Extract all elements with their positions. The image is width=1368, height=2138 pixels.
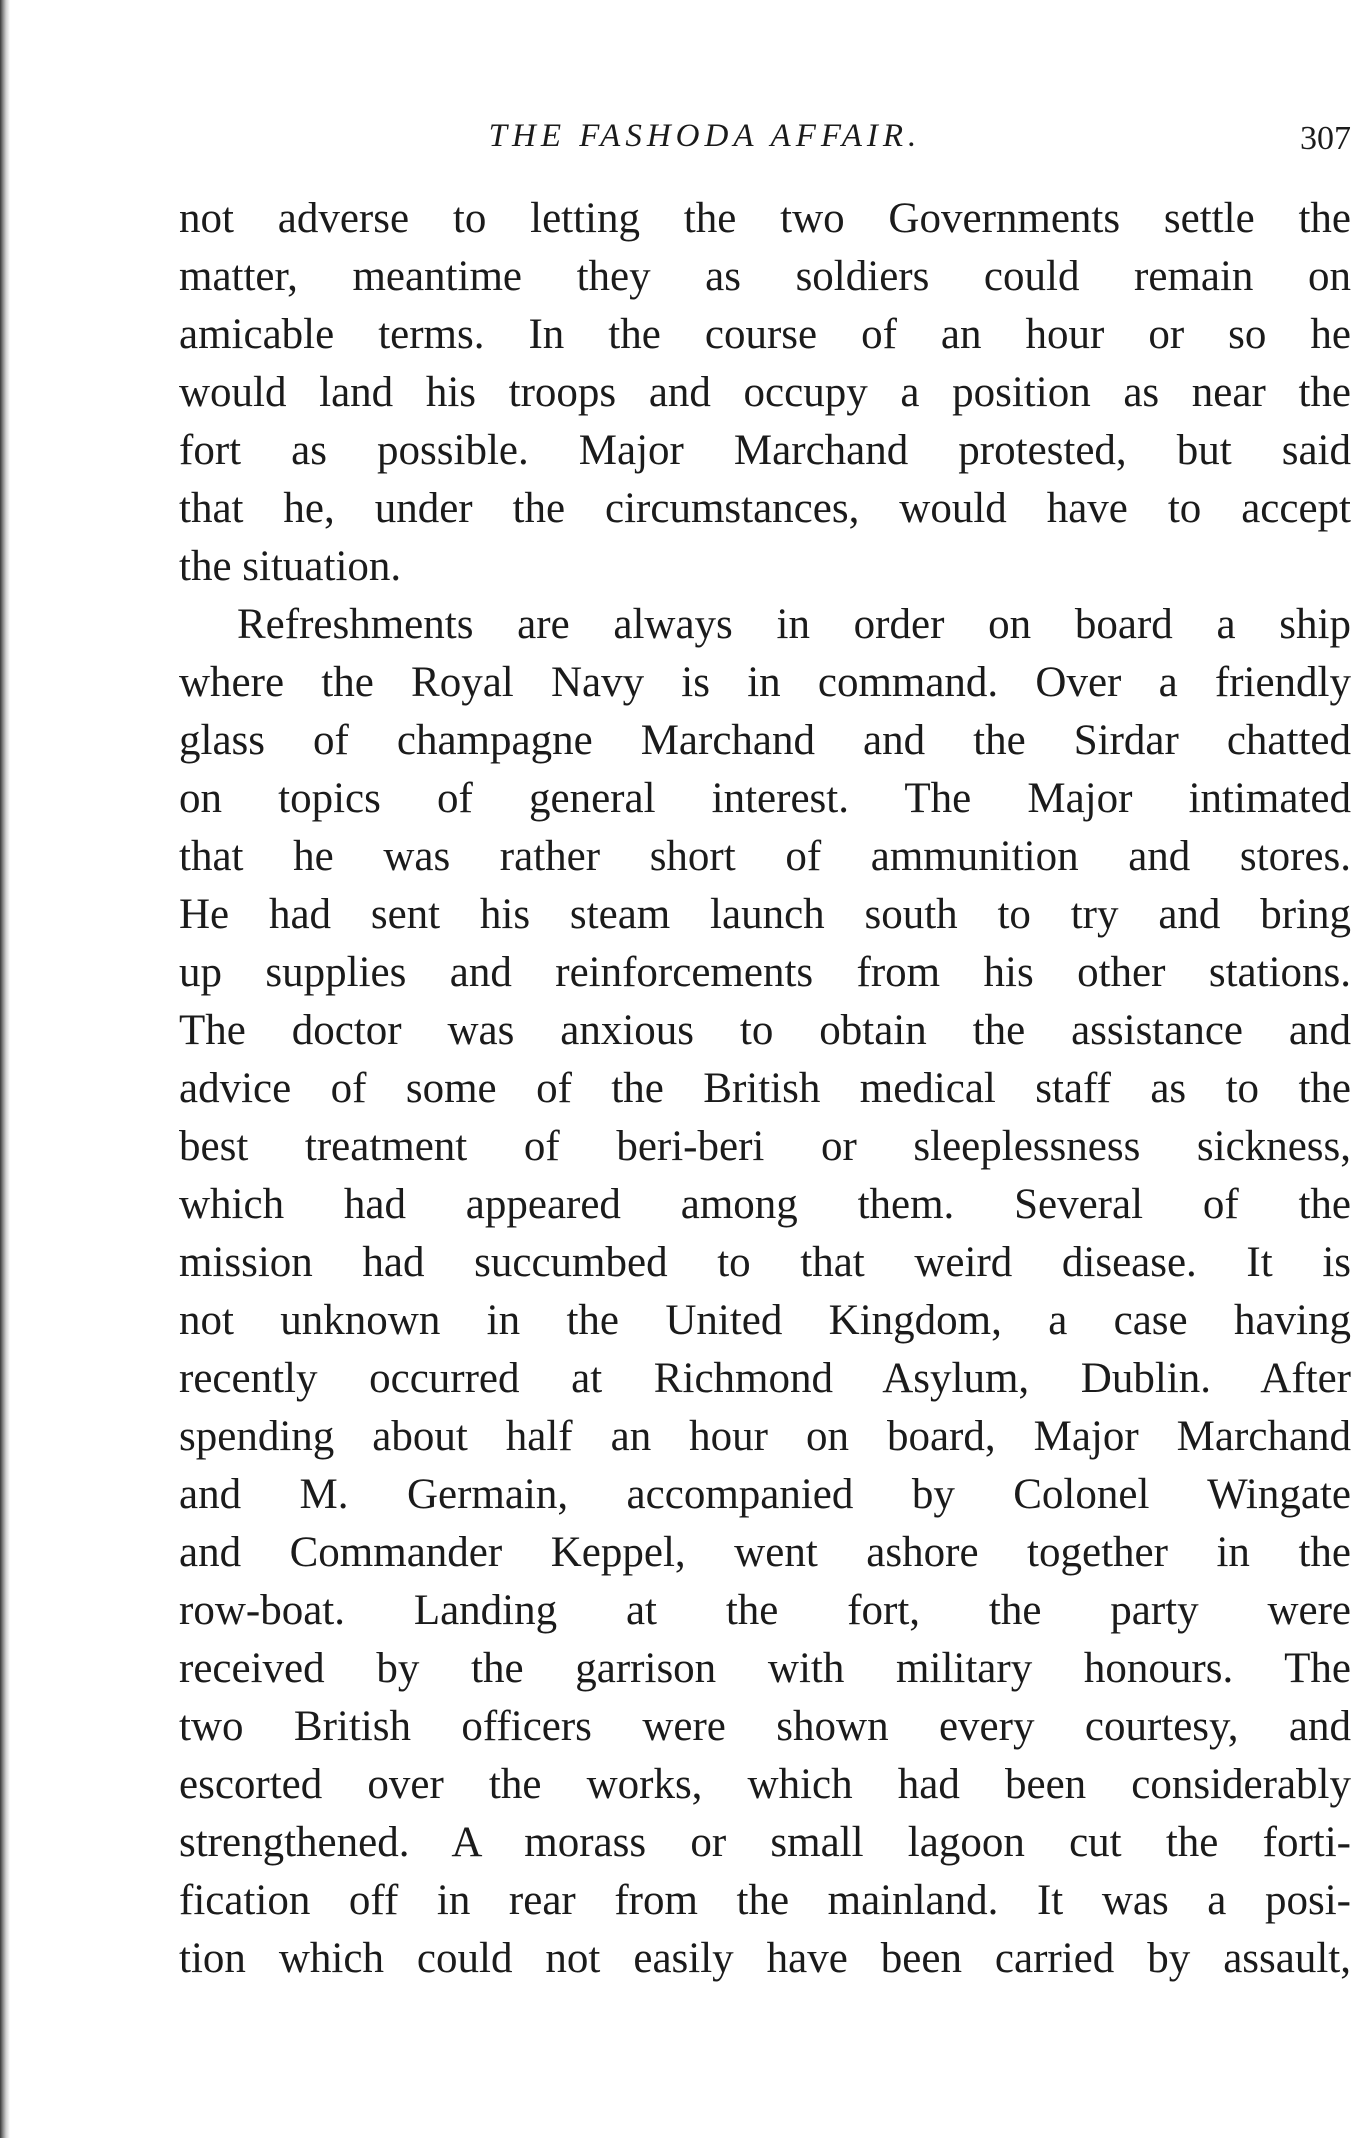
text-line: fication off in rear from the mainland. It was a posi- [179, 1877, 1351, 1924]
text-line: received by the garrison with military honours. The [179, 1645, 1351, 1692]
page-gutter-edge [0, 0, 10, 2138]
text-line: recently occurred at Richmond Asylum, Dublin. After [179, 1355, 1351, 1402]
running-title: THE FASHODA AFFAIR. [488, 118, 922, 154]
paragraph-start-line: Refreshments are always in order on board a ship [237, 601, 1351, 648]
text-line: spending about half an hour on board, Major Marchand [179, 1413, 1351, 1460]
text-line: that he, under the circumstances, would have to accept [179, 485, 1351, 532]
text-line: would land his troops and occupy a position as near the [179, 369, 1351, 416]
page-number: 307 [1300, 120, 1351, 157]
text-line: which had appeared among them. Several of the [179, 1181, 1351, 1228]
text-body [179, 190, 1351, 1988]
text-line: tion which could not easily have been carried by assault, [179, 1935, 1351, 1982]
text-line: He had sent his steam launch south to try and bring [179, 891, 1351, 938]
text-line: amicable terms. In the course of an hour or so he [179, 311, 1351, 358]
text-line: escorted over the works, which had been considerably [179, 1761, 1351, 1808]
text-line: row-boat. Landing at the fort, the party were [179, 1587, 1351, 1634]
text-line: two British officers were shown every courtesy, and [179, 1703, 1351, 1750]
text-line: strengthened. A morass or small lagoon cut the forti- [179, 1819, 1351, 1866]
text-line: up supplies and reinforcements from his other stations. [179, 949, 1351, 996]
text-line: advice of some of the British medical staff as to the [179, 1065, 1351, 1112]
text-line: and Commander Keppel, went ashore together in the [179, 1529, 1351, 1576]
text-line: where the Royal Navy is in command. Over a friendly [179, 659, 1351, 706]
running-head [179, 110, 1351, 170]
text-line: glass of champagne Marchand and the Sirdar chatted [179, 717, 1351, 764]
text-line: on topics of general interest. The Major intimated [179, 775, 1351, 822]
book-page [179, 110, 1351, 1988]
text-line: that he was rather short of ammunition and stores. [179, 833, 1351, 880]
text-line: matter, meantime they as soldiers could remain on [179, 253, 1351, 300]
text-line: best treatment of beri-beri or sleeplessness sickness, [179, 1123, 1351, 1170]
text-line: not adverse to letting the two Governments settle the [179, 195, 1351, 242]
text-line: not unknown in the United Kingdom, a case having [179, 1297, 1351, 1344]
text-line: mission had succumbed to that weird disease. It is [179, 1239, 1351, 1286]
text-line: the situation. [179, 543, 402, 590]
text-line: fort as possible. Major Marchand protested, but said [179, 427, 1351, 474]
text-line: and M. Germain, accompanied by Colonel Wingate [179, 1471, 1351, 1518]
text-line: The doctor was anxious to obtain the assistance and [179, 1007, 1351, 1054]
